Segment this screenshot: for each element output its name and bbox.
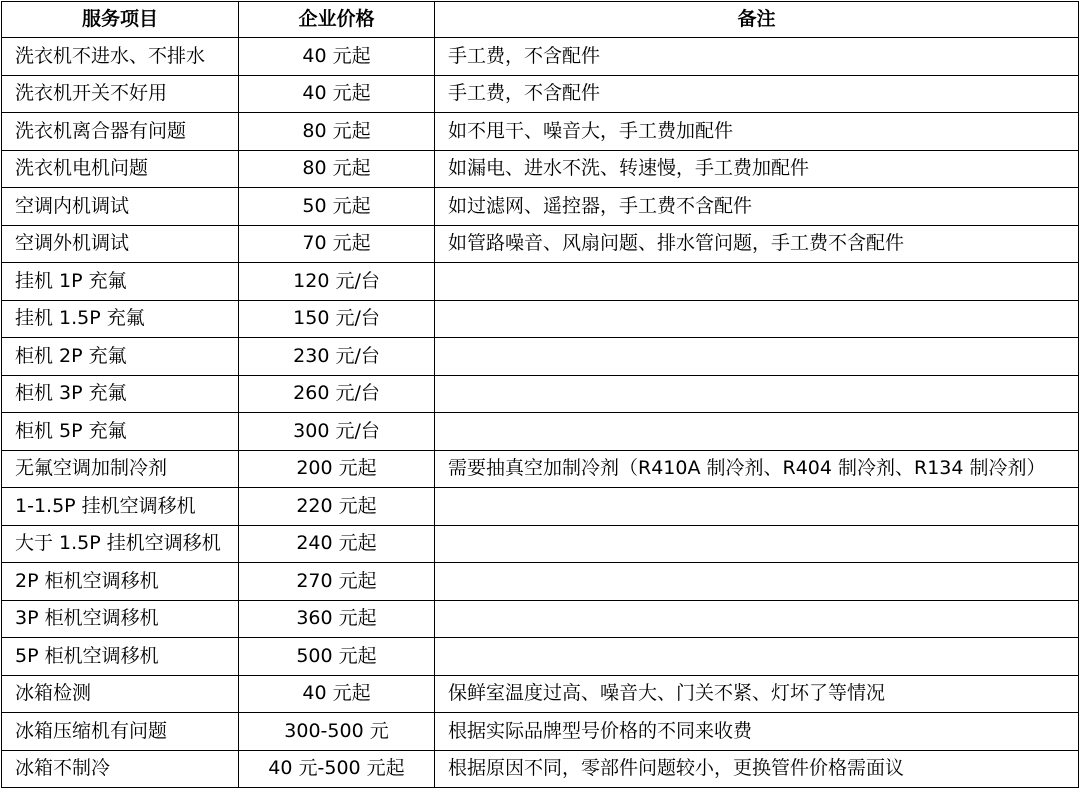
price-cell: 40 元-500 元起 <box>239 750 435 788</box>
service-cell: 1-1.5P 挂机空调移机 <box>2 488 239 526</box>
table-row <box>2 38 1079 76</box>
price-cell: 50 元起 <box>239 188 435 226</box>
header-price: 企业价格 <box>239 2 435 38</box>
note-cell <box>435 488 1079 526</box>
table-row <box>2 300 1079 338</box>
price-cell: 40 元起 <box>239 675 435 713</box>
service-cell: 3P 柜机空调移机 <box>2 600 239 638</box>
table-row <box>2 525 1079 563</box>
price-cell: 360 元起 <box>239 600 435 638</box>
table-row <box>2 713 1079 751</box>
service-cell: 洗衣机不进水、不排水 <box>2 38 239 76</box>
note-cell <box>435 263 1079 301</box>
service-cell: 挂机 1P 充氟 <box>2 263 239 301</box>
price-cell: 80 元起 <box>239 113 435 151</box>
price-cell: 220 元起 <box>239 488 435 526</box>
price-cell: 300 元/台 <box>239 413 435 451</box>
table-row <box>2 150 1079 188</box>
note-cell <box>435 638 1079 676</box>
price-cell: 300-500 元 <box>239 713 435 751</box>
table-header-row <box>2 2 1079 38</box>
table-row <box>2 338 1079 376</box>
table-body <box>2 38 1079 788</box>
service-cell: 洗衣机离合器有问题 <box>2 113 239 151</box>
price-cell: 70 元起 <box>239 225 435 263</box>
service-cell: 洗衣机开关不好用 <box>2 75 239 113</box>
header-service: 服务项目 <box>2 2 239 38</box>
service-cell: 冰箱检测 <box>2 675 239 713</box>
note-cell <box>435 525 1079 563</box>
note-cell <box>435 375 1079 413</box>
table-row <box>2 600 1079 638</box>
service-cell: 挂机 1.5P 充氟 <box>2 300 239 338</box>
note-cell: 根据实际品牌型号价格的不同来收费 <box>435 713 1079 751</box>
note-cell: 手工费，不含配件 <box>435 75 1079 113</box>
price-cell: 120 元/台 <box>239 263 435 301</box>
price-cell: 40 元起 <box>239 38 435 76</box>
price-cell: 240 元起 <box>239 525 435 563</box>
price-cell: 150 元/台 <box>239 300 435 338</box>
price-cell: 270 元起 <box>239 563 435 601</box>
note-cell <box>435 600 1079 638</box>
note-cell: 如不甩干、噪音大，手工费加配件 <box>435 113 1079 151</box>
table-row <box>2 188 1079 226</box>
note-cell <box>435 563 1079 601</box>
note-cell <box>435 338 1079 376</box>
service-cell: 柜机 5P 充氟 <box>2 413 239 451</box>
note-cell: 根据原因不同，零部件问题较小，更换管件价格需面议 <box>435 750 1079 788</box>
table-row <box>2 113 1079 151</box>
price-cell: 80 元起 <box>239 150 435 188</box>
note-cell: 手工费，不含配件 <box>435 38 1079 76</box>
service-cell: 柜机 3P 充氟 <box>2 375 239 413</box>
service-cell: 洗衣机电机问题 <box>2 150 239 188</box>
note-cell: 如漏电、进水不洗、转速慢，手工费加配件 <box>435 150 1079 188</box>
service-cell: 5P 柜机空调移机 <box>2 638 239 676</box>
table-row <box>2 225 1079 263</box>
table-row <box>2 563 1079 601</box>
service-cell: 大于 1.5P 挂机空调移机 <box>2 525 239 563</box>
service-cell: 冰箱不制冷 <box>2 750 239 788</box>
note-cell <box>435 413 1079 451</box>
note-cell: 如过滤网、遥控器，手工费不含配件 <box>435 188 1079 226</box>
header-note: 备注 <box>435 2 1079 38</box>
note-cell: 需要抽真空加制冷剂（R410A 制冷剂、R404 制冷剂、R134 制冷剂） <box>435 450 1079 488</box>
service-cell: 无氟空调加制冷剂 <box>2 450 239 488</box>
price-cell: 260 元/台 <box>239 375 435 413</box>
table-row <box>2 488 1079 526</box>
table-row <box>2 750 1079 788</box>
table-row <box>2 375 1079 413</box>
table-row <box>2 450 1079 488</box>
table-row <box>2 638 1079 676</box>
table-row <box>2 413 1079 451</box>
service-cell: 空调内机调试 <box>2 188 239 226</box>
table-row <box>2 263 1079 301</box>
service-cell: 柜机 2P 充氟 <box>2 338 239 376</box>
service-cell: 2P 柜机空调移机 <box>2 563 239 601</box>
service-cell: 冰箱压缩机有问题 <box>2 713 239 751</box>
service-price-table <box>1 1 1079 788</box>
table-row <box>2 75 1079 113</box>
price-cell: 40 元起 <box>239 75 435 113</box>
price-cell: 500 元起 <box>239 638 435 676</box>
price-cell: 230 元/台 <box>239 338 435 376</box>
service-cell: 空调外机调试 <box>2 225 239 263</box>
note-cell: 保鲜室温度过高、噪音大、门关不紧、灯坏了等情况 <box>435 675 1079 713</box>
price-cell: 200 元起 <box>239 450 435 488</box>
table-row <box>2 675 1079 713</box>
note-cell: 如管路噪音、风扇问题、排水管问题，手工费不含配件 <box>435 225 1079 263</box>
note-cell <box>435 300 1079 338</box>
